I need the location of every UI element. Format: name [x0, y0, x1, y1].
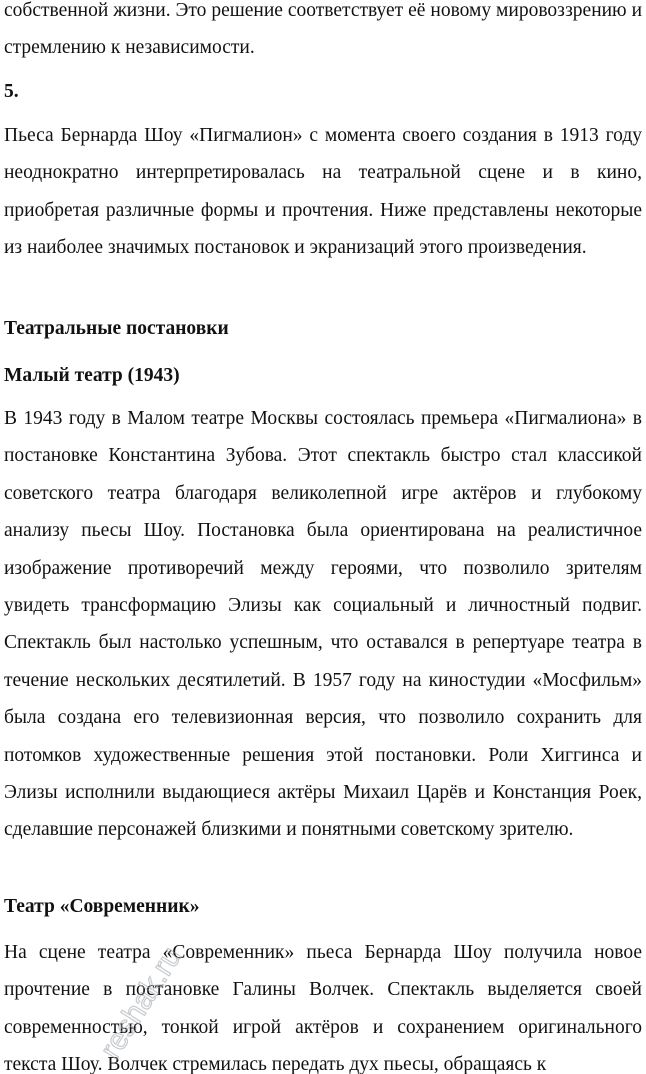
maly-theatre-paragraph: В 1943 году в Малом театре Москвы состоялась премьера «Пигмалиона» в постановке Константина Зубова. Этот спектакль быстро стал классикой советского театра благодаря великолепной игре актёров и глубокому анализу пьесы Шоу. Постановка была ориентирована на реалистичное изображение противоречий между героями, что позволило зрителям увидеть трансформацию Элизы как социальный и личностный подвиг. Спектакль был настолько успешным, что оставался в репертуаре театра в течение нескольких десятилетий. В 1957 году на киностудии «Мосфильм» была создана его телевизионная версия, что позволило сохранить для потомков художественные решения этой постановки. Роли Хиггинса и Элизы исполнили выдающиеся актёры Михаил Царёв и Констанция Роек, сделавшие персонажей близкими и понятными советскому зрителю. — [4, 408, 642, 841]
maly-theatre-heading: Малый театр (1943) — [4, 365, 180, 386]
theatre-productions-heading: Театральные постановки — [4, 318, 229, 339]
watermark-text: reshak.ru — [93, 941, 189, 1065]
continuation-paragraph: собственной жизни. Это решение соответствует её новому мировоззрению и стремлению к независимости. — [4, 0, 642, 59]
sovremennik-paragraph: На сцене театра «Современник» пьеса Бернарда Шоу получила новое прочтение в постановке Галины Волчек. Спектакль выделяется своей современностью, тонкой игрой актёров и сохранением оригинального текста Шоу. Волчек стремилась передать дух пьесы, обращаясь к — [4, 942, 642, 1074]
intro-paragraph: Пьеса Бернарда Шоу «Пигмалион» с момента своего создания в 1913 году неоднократно интерпретировалась на театральной сцене и в кино, приобретая различные формы и прочтения. Ниже представлены некоторые из наиболее значимых постановок и экранизаций этого произведения. — [4, 125, 642, 259]
section-number: 5. — [4, 81, 19, 102]
sovremennik-heading: Театр «Современник» — [4, 896, 200, 917]
